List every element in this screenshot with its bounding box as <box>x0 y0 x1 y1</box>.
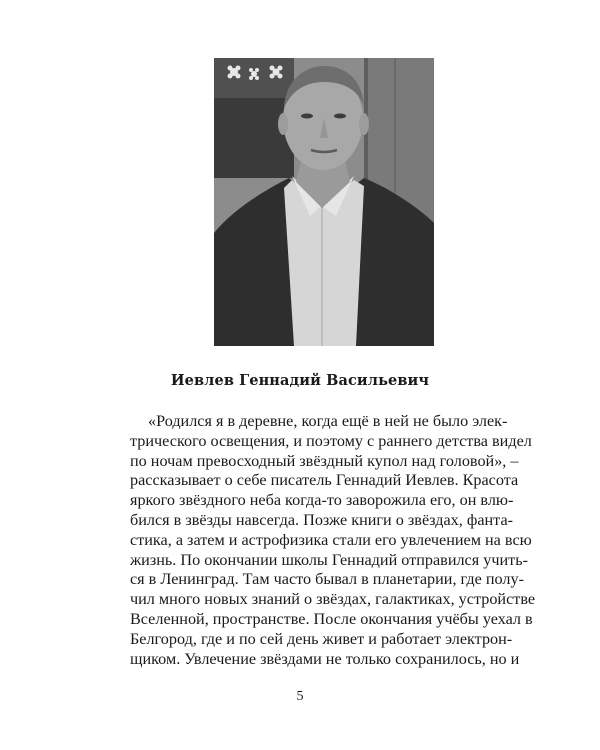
text-line: Вселенной, пространстве. После окончания учёбы уехал в <box>130 609 533 628</box>
text-line: «Родился я в деревне, когда ещё в ней не было элек- <box>148 412 508 430</box>
text-line: бился в звёзды навсегда. Позже книги о звёздах, фанта- <box>130 510 514 529</box>
text-line: трического освещения, и поэтому с раннего детства видел <box>130 431 532 450</box>
biography-paragraph <box>130 412 536 669</box>
text-line: стика, а затем и астрофизика стали его увлечением на всю <box>130 530 532 549</box>
text-line: рассказывает о себе писатель Геннадий Иевлев. Красота <box>130 471 519 490</box>
text-line: яркого звёздного неба когда-то заворожила его, он влю- <box>130 491 514 510</box>
author-portrait-photo <box>214 58 434 346</box>
text-line: жизнь. По окончании школы Геннадий отправился учить- <box>130 550 528 569</box>
text-line: ся в Ленинград. Там часто бывал в планетарии, где полу- <box>130 570 524 589</box>
text-line: по ночам превосходный звёздный купол над головой», – <box>130 451 519 470</box>
text-line: чил много новых знаний о звёздах, галактиках, устройстве <box>130 590 536 609</box>
page-number: 5 <box>296 689 304 704</box>
text-line: щиком. Увлечение звёздами не только сохранилось, но и <box>130 649 520 668</box>
text-line: Белгород, где и по сей день живет и работает электрон- <box>130 629 513 648</box>
author-name-heading: Иевлев Геннадий Васильевич <box>170 372 430 389</box>
